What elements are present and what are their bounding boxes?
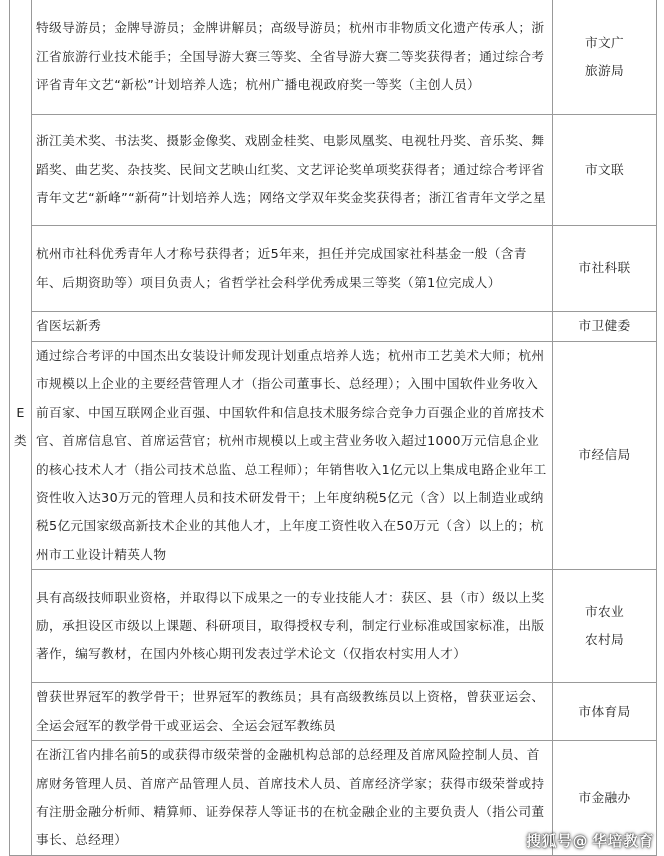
department-cell — [553, 342, 657, 570]
table-row — [10, 226, 657, 312]
department-line: 市农业 — [584, 603, 625, 619]
table-row — [10, 312, 657, 342]
department-line: 市经信局 — [578, 447, 631, 463]
category-cell: E类 — [10, 0, 32, 855]
condition-cell: 通过综合考评的中国杰出女装设计师发现计划重点培养人选；杭州市工艺美术大师；杭州市规模以上企业的主要经营管理人才（指公司董事长、总经理）；入围中国软件业务收入前百家、中国互联网企业百强、中国软件和信息技术服务综合竞争力百强企业的首席技术官、首席信息官、首席运营官；杭州市规模以上或主营业务收入超过1000万元信息企业的核心技术人才（指公司技术总监、总工程师）；年销售收入1亿元以上集成电路企业年工资性收入达30万元的管理人员和技术研发骨干；上年度纳税5亿元（含）以上制造业或纳税5亿元国家级高新技术企业的其他人才，上年度工资性收入在50万元（含）以上的；杭州市工业设计精英人物 — [32, 342, 553, 570]
condition-cell: 具有高级技师职业资格，并取得以下成果之一的专业技能人才：获区、县（市）级以上奖励，承担设区市级以上课题、科研项目，取得授权专利，制定行业标准或国家标准，出版著作，编写教材，在国内外核心期刊发表过学术论文（仅指农村实用人才） — [32, 570, 553, 683]
department-line: 市卫健委 — [578, 318, 631, 334]
department-cell — [553, 226, 657, 312]
condition-cell: 省医坛新秀 — [32, 312, 553, 342]
department-cell — [553, 0, 657, 115]
condition-cell: 杭州市社科优秀青年人才称号获得者；近5年来，担任并完成国家社科基金一般（含青年、后期资助等）项目负责人；省哲学社会科学优秀成果三等奖（第1位完成人） — [32, 226, 553, 312]
department-line: 市文广 — [584, 34, 625, 50]
table-row — [10, 342, 657, 570]
department-line: 农村局 — [584, 632, 625, 648]
department-line: 市体育局 — [578, 703, 631, 719]
department-line: 旅游局 — [584, 63, 625, 78]
table-row — [10, 115, 657, 226]
table-row — [10, 570, 657, 683]
department-line: 市金融办 — [578, 789, 631, 805]
department-line: 市社科联 — [578, 260, 631, 276]
department-cell — [553, 570, 657, 683]
table-row — [10, 683, 657, 741]
condition-cell: 在浙江省内排名前5的或获得市级荣誉的金融机构总部的总经理及首席风险控制人员、首席财务管理人员、首席产品管理人员、首席技术人员、首席经济学家；获得市级荣誉或持有注册金融分析师、精算师、证券保荐人等证书的在杭金融企业的主要负责人（指公司董事长、总经理） — [32, 741, 553, 856]
department-line: 市文联 — [584, 161, 625, 177]
watermark-label: 搜狐号@ — [525, 832, 588, 850]
sohu-watermark — [526, 830, 654, 851]
department-cell — [553, 312, 657, 342]
talent-policy-table — [9, 0, 657, 856]
department-cell — [553, 683, 657, 741]
department-cell — [553, 115, 657, 226]
condition-cell: 浙江美术奖、书法奖、摄影金像奖、戏剧金桂奖、电影凤凰奖、电视牡丹奖、音乐奖、舞蹈奖、曲艺奖、杂技奖、民间文艺映山红奖、文艺评论奖单项奖获得者；通过综合考评省青年文艺“新峰”“新荷”计划培养人选；网络文学双年奖金奖获得者；浙江省青年文学之星 — [32, 115, 553, 226]
condition-cell: 曾获世界冠军的教学骨干；世界冠军的教练员；具有高级教练员以上资格，曾获亚运会、全运会冠军的教学骨干或亚运会、全运会冠军教练员 — [32, 683, 553, 741]
table-row — [10, 0, 657, 115]
watermark-account: 华培教育 — [591, 832, 654, 850]
condition-cell: 特级导游员；金牌导游员；金牌讲解员；高级导游员；杭州市非物质文化遗产传承人；浙江省旅游行业技术能手；全国导游大赛三等奖、全省导游大赛二等奖获得者；通过综合考评省青年文艺“新松”计划培养人选；杭州广播电视政府奖一等奖（主创人员） — [32, 0, 553, 115]
